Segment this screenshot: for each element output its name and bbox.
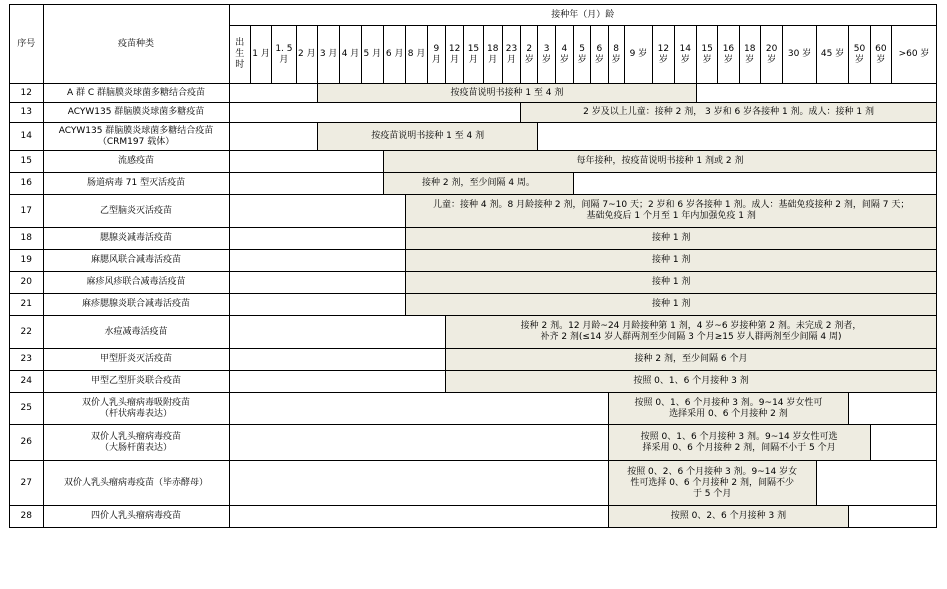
vaccine-name: 甲型乙型肝炎联合疫苗 xyxy=(43,371,229,393)
schedule-note: 儿童：接种 4 剂。8 月龄接种 2 剂，间隔 7~10 天；2 岁和 6 岁各接种 1 剂。成人：基础免疫接种 2 剂，间隔 7 天； 基础免疫后 1 个月至 1 年内加强免疫 1 剂 xyxy=(406,195,937,228)
empty-cell xyxy=(229,425,608,461)
vaccine-name: 肠道病毒 71 型灭活疫苗 xyxy=(43,173,229,195)
table-row xyxy=(10,173,937,195)
age-header: 6 月 xyxy=(384,26,406,84)
empty-cell xyxy=(229,393,608,425)
row-number: 16 xyxy=(10,173,44,195)
empty-cell xyxy=(229,84,317,103)
empty-cell xyxy=(229,506,608,528)
schedule-note: 接种 2 剂，至少间隔 6 个月 xyxy=(446,349,937,371)
empty-cell xyxy=(229,349,445,371)
schedule-note: 按照 0、1、6 个月接种 3 剂 xyxy=(446,371,937,393)
empty-cell xyxy=(816,461,936,506)
vaccine-name: 双价人乳头瘤病毒疫苗（毕赤酵母） xyxy=(43,461,229,506)
schedule-note: 按疫苗说明书接种 1 至 4 剂 xyxy=(317,84,696,103)
empty-cell xyxy=(849,506,937,528)
table-row xyxy=(10,151,937,173)
age-header: 5 岁 xyxy=(573,26,590,84)
age-header: 18 月 xyxy=(483,26,502,84)
table-row xyxy=(10,84,937,103)
empty-cell xyxy=(229,316,445,349)
schedule-note: 接种 1 剂 xyxy=(406,250,937,272)
age-header: 2 岁 xyxy=(521,26,538,84)
row-number: 19 xyxy=(10,250,44,272)
empty-cell xyxy=(229,173,383,195)
row-number: 14 xyxy=(10,123,44,151)
age-header: 9 月 xyxy=(427,26,445,84)
empty-cell xyxy=(849,393,937,425)
table-row xyxy=(10,103,937,123)
table-row xyxy=(10,316,937,349)
vaccine-name: 双价人乳头瘤病毒吸附疫苗 （杆状病毒表达） xyxy=(43,393,229,425)
header-seq: 序号 xyxy=(10,5,44,84)
age-header: 6 岁 xyxy=(591,26,608,84)
row-number: 28 xyxy=(10,506,44,528)
vaccine-name: 水痘减毒活疫苗 xyxy=(43,316,229,349)
row-number: 15 xyxy=(10,151,44,173)
row-number: 25 xyxy=(10,393,44,425)
schedule-note: 按照 0、1、6 个月接种 3 剂。9~14 岁女性可选 择采用 0、6 个月接种 2 剂，间隔不小于 5 个月 xyxy=(608,425,870,461)
age-header: 4 月 xyxy=(340,26,361,84)
vaccine-name: 麻腮风联合减毒活疫苗 xyxy=(43,250,229,272)
vaccine-name: 甲型肝炎灭活疫苗 xyxy=(43,349,229,371)
schedule-note: 接种 1 剂 xyxy=(406,228,937,250)
schedule-note: 接种 2 剂。12 月龄~24 月龄接种第 1 剂，4 岁~6 岁接种第 2 剂。未完成 2 剂者， 补齐 2 剂(≤14 岁人群两剂至少间隔 3 个月≥15 岁人群两剂至少间隔 4 周) xyxy=(446,316,937,349)
vaccine-name: 腮腺炎减毒活疫苗 xyxy=(43,228,229,250)
row-number: 27 xyxy=(10,461,44,506)
table-row xyxy=(10,250,937,272)
empty-cell xyxy=(229,461,608,506)
age-header: 12 岁 xyxy=(653,26,674,84)
table-row xyxy=(10,349,937,371)
row-number: 18 xyxy=(10,228,44,250)
age-header: 20 岁 xyxy=(760,26,782,84)
row-number: 12 xyxy=(10,84,44,103)
empty-cell xyxy=(229,250,406,272)
empty-cell xyxy=(229,103,521,123)
age-header: >60 岁 xyxy=(892,26,937,84)
empty-cell xyxy=(229,272,406,294)
age-header: 2 月 xyxy=(296,26,317,84)
age-header: 9 岁 xyxy=(624,26,652,84)
age-header: 1 月 xyxy=(250,26,271,84)
schedule-note: 按疫苗说明书接种 1 至 4 剂 xyxy=(317,123,537,151)
empty-cell xyxy=(538,123,937,151)
table-row xyxy=(10,272,937,294)
schedule-note: 按照 0、2、6 个月接种 3 剂。9~14 岁女 性可选择 0、6 个月接种 2 剂，间隔不少 于 5 个月 xyxy=(608,461,816,506)
table-row xyxy=(10,425,937,461)
schedule-note: 2 岁及以上儿童：接种 2 剂， 3 岁和 6 岁各接种 1 剂。成人：接种 1 剂 xyxy=(521,103,937,123)
table-row xyxy=(10,195,937,228)
age-header: 16 岁 xyxy=(718,26,739,84)
age-header: 14 岁 xyxy=(674,26,696,84)
age-header: 60 岁 xyxy=(870,26,891,84)
age-header: 30 岁 xyxy=(783,26,817,84)
vaccine-name: ACYW135 群脑膜炎球菌多糖疫苗 xyxy=(43,103,229,123)
schedule-note: 接种 1 剂 xyxy=(406,294,937,316)
table-row xyxy=(10,294,937,316)
header-vaccine-type: 疫苗种类 xyxy=(43,5,229,84)
age-header: 3 月 xyxy=(317,26,339,84)
row-number: 21 xyxy=(10,294,44,316)
vaccine-name: 双价人乳头瘤病毒疫苗 （大肠杆菌表达） xyxy=(43,425,229,461)
age-header: 5 月 xyxy=(361,26,383,84)
age-header: 4 岁 xyxy=(555,26,573,84)
empty-cell xyxy=(573,173,936,195)
row-number: 23 xyxy=(10,349,44,371)
age-header: 50 岁 xyxy=(849,26,870,84)
vaccine-name: 四价人乳头瘤病毒疫苗 xyxy=(43,506,229,528)
empty-cell xyxy=(229,123,317,151)
empty-cell xyxy=(229,151,383,173)
row-number: 20 xyxy=(10,272,44,294)
vaccine-schedule-table xyxy=(9,4,937,528)
table-row xyxy=(10,506,937,528)
row-number: 26 xyxy=(10,425,44,461)
vaccine-name: 流感疫苗 xyxy=(43,151,229,173)
header-age-title: 接种年（月）龄 xyxy=(229,5,936,26)
table-row xyxy=(10,393,937,425)
age-header: 15 月 xyxy=(464,26,483,84)
vaccine-name: 麻疹风疹联合减毒活疫苗 xyxy=(43,272,229,294)
age-header: 23 月 xyxy=(502,26,520,84)
age-header: 出 生 时 xyxy=(229,26,250,84)
age-header: 45 岁 xyxy=(816,26,849,84)
vaccine-name: A 群 C 群脑膜炎球菌多糖结合疫苗 xyxy=(43,84,229,103)
vaccine-name: 麻疹腮腺炎联合减毒活疫苗 xyxy=(43,294,229,316)
table-row xyxy=(10,123,937,151)
empty-cell xyxy=(229,294,406,316)
empty-cell xyxy=(696,84,936,103)
table-row xyxy=(10,371,937,393)
empty-cell xyxy=(229,371,445,393)
vaccine-name: 乙型脑炎灭活疫苗 xyxy=(43,195,229,228)
row-number: 24 xyxy=(10,371,44,393)
empty-cell xyxy=(229,228,406,250)
table-row xyxy=(10,228,937,250)
age-header: 12 月 xyxy=(446,26,464,84)
age-header: 3 岁 xyxy=(538,26,555,84)
row-number: 17 xyxy=(10,195,44,228)
vaccine-name: ACYW135 群脑膜炎球菌多糖结合疫苗 （CRM197 载体） xyxy=(43,123,229,151)
schedule-note: 接种 1 剂 xyxy=(406,272,937,294)
age-header: 8 月 xyxy=(406,26,427,84)
table-row xyxy=(10,461,937,506)
age-header: 15 岁 xyxy=(696,26,717,84)
row-number: 13 xyxy=(10,103,44,123)
empty-cell xyxy=(870,425,936,461)
row-number: 22 xyxy=(10,316,44,349)
age-header: 1. 5 月 xyxy=(272,26,296,84)
age-header: 18 岁 xyxy=(739,26,760,84)
schedule-note: 按照 0、1、6 个月接种 3 剂。9~14 岁女性可 选择采用 0、6 个月接种 2 剂 xyxy=(608,393,849,425)
empty-cell xyxy=(229,195,406,228)
schedule-note: 每年接种，按疫苗说明书接种 1 剂或 2 剂 xyxy=(384,151,937,173)
age-header: 8 岁 xyxy=(608,26,624,84)
schedule-note: 按照 0、2、6 个月接种 3 剂 xyxy=(608,506,849,528)
schedule-note: 接种 2 剂，至少间隔 4 周。 xyxy=(384,173,574,195)
